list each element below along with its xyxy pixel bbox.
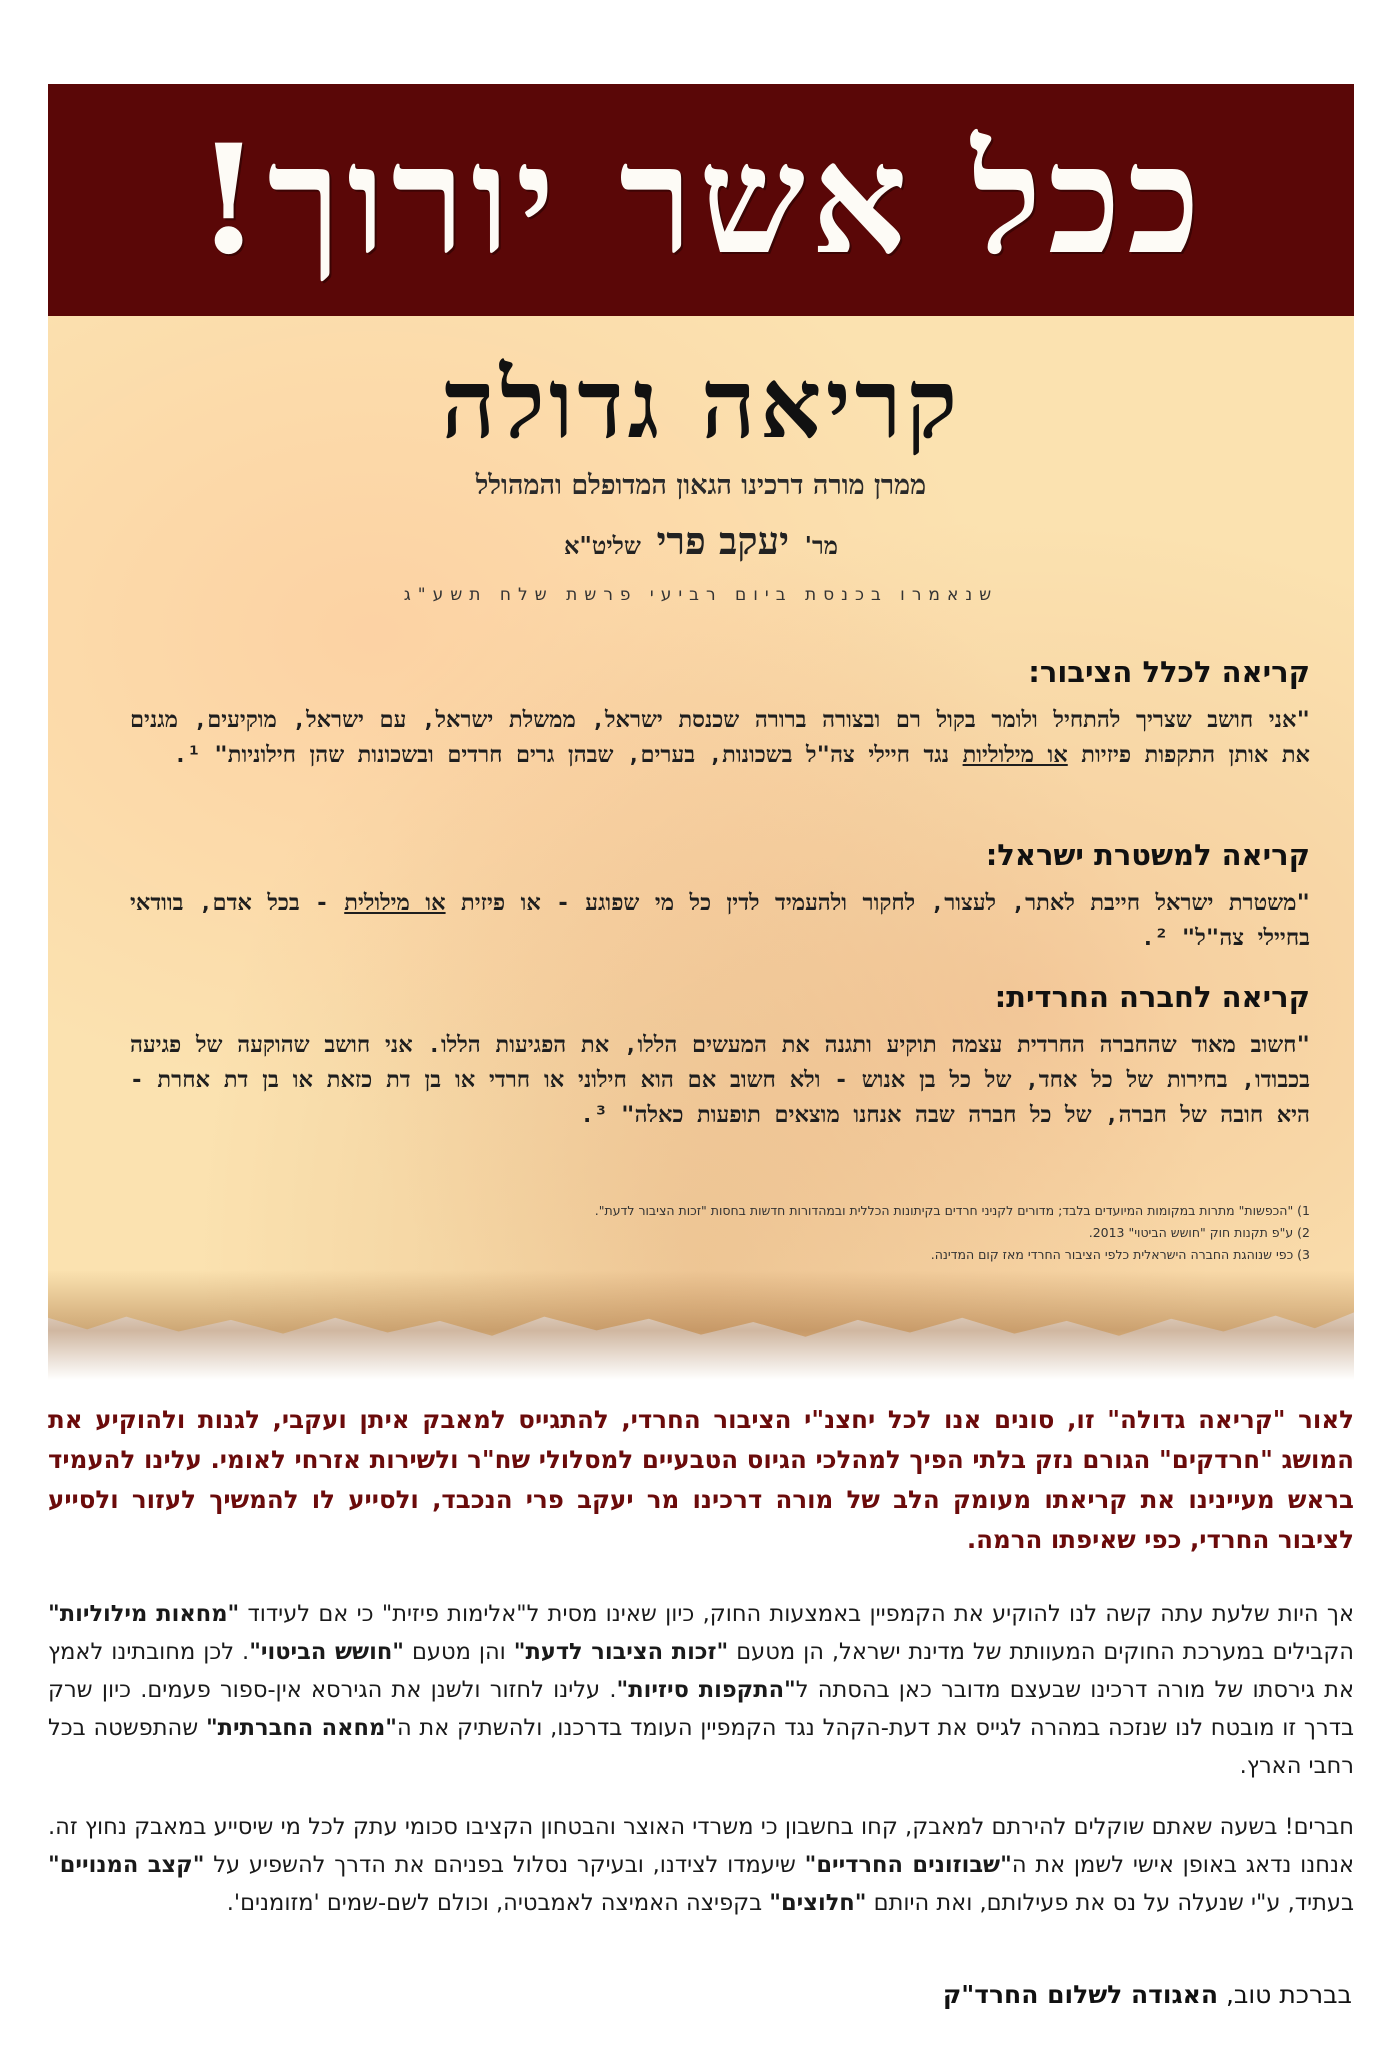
top-banner [48,84,1354,316]
para-bold: "התקפות סיזיות" [616,1677,796,1703]
para-bold: "מחאה החברתית" [205,1715,397,1741]
para-bold: "קצב המנויים" [48,1852,205,1878]
footnotes [130,1200,1310,1266]
section-heading-police: קריאה למשטרת ישראל: [985,838,1310,872]
rabbi-line [48,518,1354,564]
signature [943,1980,1352,2009]
para-text: חברים! בשעה שאתם שוקלים להירתם למאבק, קחו בחשבון כי משרדי האוצר והבטחון הקציבו סכומי עתק לכל מי שיסייע במאבק נחוץ זה. אנחנו נדאג באופן אישי לשמן את ה [48,1814,1355,1878]
section-body-police [130,886,1310,956]
para-bold: "זכות הציבור לדעת" [513,1639,729,1665]
para-text: בקפיצה האמיצה לאמבטיה, וכולם לשם-שמים 'מזומנים'. [226,1890,770,1916]
section-heading-haredi: קריאה לחברה החרדית: [994,980,1310,1014]
said-line: שנאמרו בכנסת ביום רביעי פרשת שלח תשע"ג [403,585,999,605]
footnote-1: 1) "הכפשות" מתרות במקומות המיועדים בלבד; מדורים לקניני חרדים בקיתונות הכללית ובמהדורות חדשות בחסות "זכות הציבור לדעת". [594,1203,1310,1218]
footnote-2: 2) ע"פ תקנות חוק "חושש הביטוי" 2013. [1088,1225,1310,1240]
section-text: "משטרת ישראל חייבת לאתר, לעצור, לחקור ולהעמיד לדין כל מי שפוגע - או פיזית [445,890,1311,916]
section-body-haredi [130,1028,1310,1133]
para-text: שהתפשטה בכל רחבי הארץ. [48,1715,1354,1779]
section-body-public [130,703,1310,773]
para-text: הקבילים במערכת החוקים המעוותת של מדינת ישראל, הן מטעם [728,1639,1354,1665]
para-text: והן מטעם [404,1639,514,1665]
subtitle: ממרן מורה דרכינו הגאון המדופלם והמהולל [475,470,927,501]
rabbi-suffix: שליט"א [563,531,641,560]
section-underlined: או מילוליות [962,742,1068,768]
paragraph-2 [48,1595,1354,1785]
rabbi-prefix: מר' [804,531,839,560]
rabbi-name: יעקב פרי [656,518,790,563]
para-bold: "חלוצים" [769,1890,867,1916]
signature-greeting: בברכת טוב, [1225,1980,1352,2009]
main-title: קריאה גדולה [440,347,962,460]
para-bold: "שבוזונים החרדיים" [804,1852,1012,1878]
footnote-3: 3) כפי שנוהגת החברה הישראלית כלפי הציבור החרדי מאז קום המדינה. [930,1247,1310,1262]
section-text: "אני חושב שצריך להתחיל ולומר בקול רם ובצורה ברורה שכנסת ישראל, ממשלת ישראל, עם ישראל, מוקיעים, מגנים את אותן התקפות פיזיות [130,707,1310,768]
signature-org: האגודה לשלום החרד"ק [942,1980,1218,2009]
para-text: . עלינו לחזור ולשנן את הגירסא אין-ספור פעמים. כיון שרק בדרך זו מובטח לנו שנזכה במהרה לגייס את דעת-הקהל נגד הקמפיין העומד בדרכנו, ולהשתיק את ה [48,1677,1354,1741]
para-text: . לכן מחובתינו לאמץ את גירסתו של מורה דרכינו שבעצם מדובר כאן בהסתה ל [48,1639,1355,1703]
call-paragraph: לאור "קריאה גדולה" זו, סונים אנו לכל יחצנ"י הציבור החרדי, להתגייס למאבק איתן ועקבי, לגנות ולהוקיע את המושג "חרדקים" הגורם נזק בלתי הפיך למהלכי הגיוס הטבעיים למסלולי שח"ר ולשירות אזרחי לאומי. עלינו להעמיד בראש מעיינינו את קריאתו מעומק הלב של מורה דרכינו מר יעקב פרי הנכבד, ולסייע לו להמשיך לעזור ולסייע לציבור החרדי, כפי שאיפתו הרמה. [48,1405,1354,1554]
para-bold: "חושש הביטוי" [249,1639,405,1665]
para-text: בעתיד, ע"י שנעלה על נס את פעילותם, ואת היותם [866,1890,1354,1916]
section-heading-public: קריאה לכלל הציבור: [1028,655,1310,689]
section-text: - בכל אדם, בוודאי בחיילי צה"ל" ². [130,890,1310,951]
section-text: נגד חיילי צה"ל בשכונות, בערים, שבהן גרים חרדים ובשכונות שהן חילוניות" ¹. [173,742,963,768]
para-text: שיעמדו לצידנו, ובעיקר נסלול בפניהם את הדרך להשפיע על [204,1852,805,1878]
banner-title: ככל אשר יורוך! [195,112,1207,288]
section-text: "חשוב מאוד שהחברה החרדית עצמה תוקיע ותגנה את המעשים הללו, את הפגיעות הללו. אני חושב שהוקעה של פגיעה בכבודו, בחירות של כל אחד, של כל בן אנוש - ולא חשוב אם הוא חילוני או חרדי או בן דת כזאת או בן דת אחרת - היא חובה של חברה, של כל חברה שבה אנחנו מוצאים תופעות כאלה" ³. [130,1032,1310,1128]
section-underlined: או מילולית [344,890,446,916]
para-text: אך היות שלעת עתה קשה לנו להוקיע את הקמפיין באמצעות החוק, כיון שאינו מסית ל"אלימות פיזית" כי אם לעידוד [239,1601,1354,1627]
paragraph-3 [48,1808,1354,1922]
para-bold: "מחאות מילוליות" [48,1601,240,1627]
